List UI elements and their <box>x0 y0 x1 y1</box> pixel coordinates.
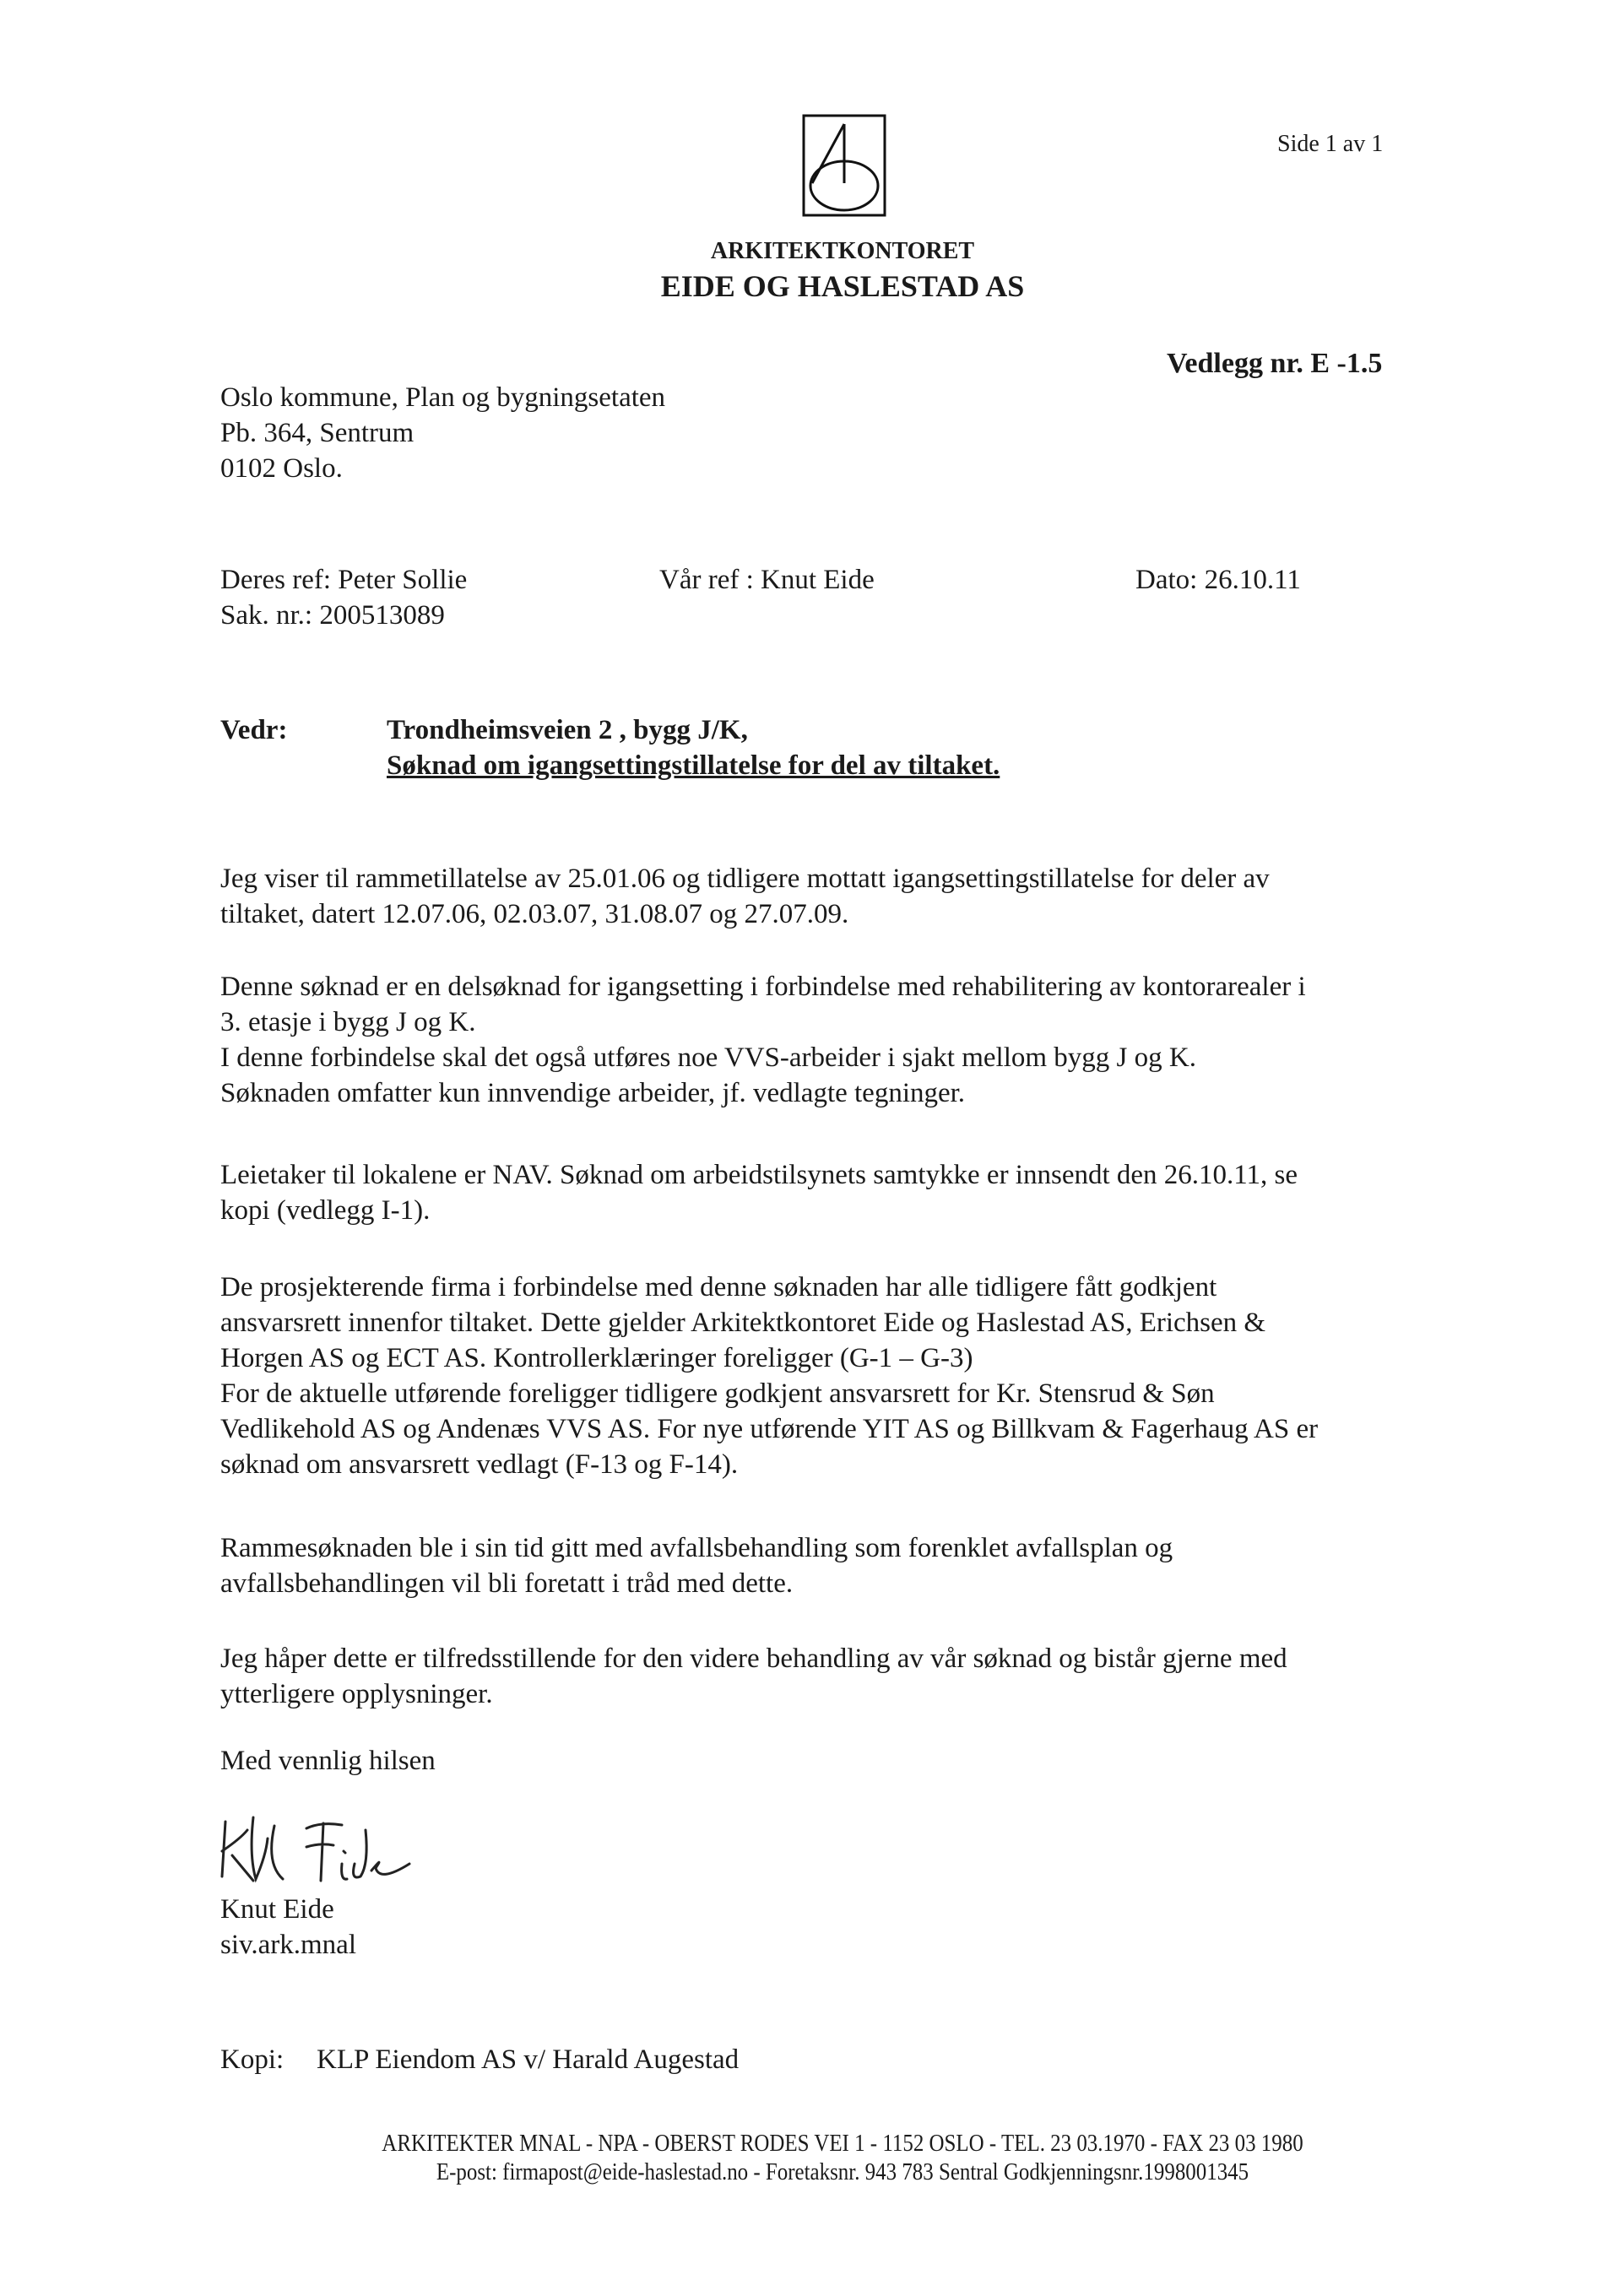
company-logo <box>802 114 886 217</box>
text-line: søknad om ansvarsrett vedlagt (F-13 og F-14). <box>220 1449 739 1480</box>
text-line: tiltaket, datert 12.07.06, 02.03.07, 31.08.07 og 27.07.09. <box>220 899 849 929</box>
text-line: Jeg viser til rammetillatelse av 25.01.06 og tidligere mottatt igangsettingstillatelse for deler av <box>220 864 1270 894</box>
letterhead-company-name: EIDE OG HASLESTAD AS <box>660 269 1025 303</box>
paragraph <box>220 1641 1287 1712</box>
text-line: ytterligere opplysninger. <box>220 1679 493 1709</box>
subject-line2: Søknad om igangsettingstillatelse for del av tiltaket. <box>387 750 1000 781</box>
copy-label: Kopi: <box>220 2044 284 2075</box>
text-line: ansvarsrett innenfor tiltaket. Dette gjelder Arkitektkontoret Eide og Haslestad AS, Erichsen & <box>220 1308 1266 1338</box>
attachment-number: Vedlegg nr. E -1.5 <box>1167 348 1383 379</box>
text-line: Søknaden omfatter kun innvendige arbeider, jf. vedlagte tegninger. <box>220 1078 966 1108</box>
paragraph <box>220 1157 1298 1228</box>
footer-address: ARKITEKTER MNAL - NPA - OBERST RODES VEI 1 - 1152 OSLO - TEL. 23 03.1970 - FAX 23 03 1980 <box>382 2130 1303 2157</box>
recipient-line: Pb. 364, Sentrum <box>220 418 415 448</box>
text-line: avfallsbehandlingen vil bli foretatt i tråd med dette. <box>220 1568 794 1599</box>
subject <box>387 712 1000 783</box>
recipient-line: 0102 Oslo. <box>220 453 343 484</box>
text-line: kopi (vedlegg I-1). <box>220 1195 431 1226</box>
recipient-line: Oslo kommune, Plan og bygningsetaten <box>220 382 666 413</box>
text-line: I denne forbindelse skal det også utføres noe VVS-arbeider i sjakt mellom bygg J og K. <box>220 1042 1196 1073</box>
our-reference: Vår ref : Knut Eide <box>659 565 875 595</box>
your-reference: Deres ref: Peter Sollie <box>220 565 468 595</box>
text-line: Leietaker til lokalene er NAV. Søknad om arbeidstilsynets samtykke er innsendt den 26.10.11, se <box>220 1160 1298 1190</box>
recipient-address <box>220 380 665 486</box>
references <box>220 562 467 633</box>
letter-date: Dato: 26.10.11 <box>1135 565 1301 595</box>
closing: Med vennlig hilsen <box>220 1746 436 1776</box>
text-line: De prosjekterende firma i forbindelse med denne søknaden har alle tidligere fått godkjent <box>220 1272 1217 1302</box>
page-indicator: Side 1 av 1 <box>1277 131 1384 157</box>
letterhead-line1: ARKITEKTKONTORET <box>710 238 975 264</box>
signer-title: siv.ark.mnal <box>220 1930 356 1960</box>
text-line: Denne søknad er en delsøknad for igangsetting i forbindelse med rehabilitering av kontorarealer i <box>220 972 1306 1002</box>
footer <box>0 2129 1604 2186</box>
text-line: Vedlikehold AS og Andenæs VVS AS. For nye utførende YIT AS og Billkvam & Fagerhaug AS er <box>220 1414 1319 1444</box>
copy-recipient: KLP Eiendom AS v/ Harald Augestad <box>317 2044 740 2075</box>
text-line: Jeg håper dette er tilfredsstillende for den videre behandling av vår søknad og bistår gjerne med <box>220 1643 1287 1674</box>
paragraph <box>220 969 1306 1111</box>
text-line: For de aktuelle utførende foreligger tidligere godkjent ansvarsrett for Kr. Stensrud & Søn <box>220 1378 1215 1409</box>
paragraph <box>220 1270 1318 1482</box>
handwritten-signature <box>215 1805 418 1889</box>
footer-contact: E-post: firmapost@eide-haslestad.no - Foretaksnr. 943 783 Sentral Godkjenningsnr.1998001345 <box>436 2158 1249 2185</box>
case-number: Sak. nr.: 200513089 <box>220 600 445 631</box>
subject-line1: Trondheimsveien 2 , bygg J/K, <box>387 715 748 745</box>
signer <box>220 1892 356 1963</box>
text-line: Horgen AS og ECT AS. Kontrollerklæringer foreligger (G-1 – G-3) <box>220 1343 973 1373</box>
text-line: Rammesøknaden ble i sin tid gitt med avfallsbehandling som forenklet avfallsplan og <box>220 1533 1173 1563</box>
paragraph <box>220 861 1270 932</box>
text-line: 3. etasje i bygg J og K. <box>220 1007 476 1037</box>
subject-label: Vedr: <box>220 715 288 745</box>
paragraph <box>220 1530 1173 1601</box>
signer-name: Knut Eide <box>220 1894 334 1925</box>
